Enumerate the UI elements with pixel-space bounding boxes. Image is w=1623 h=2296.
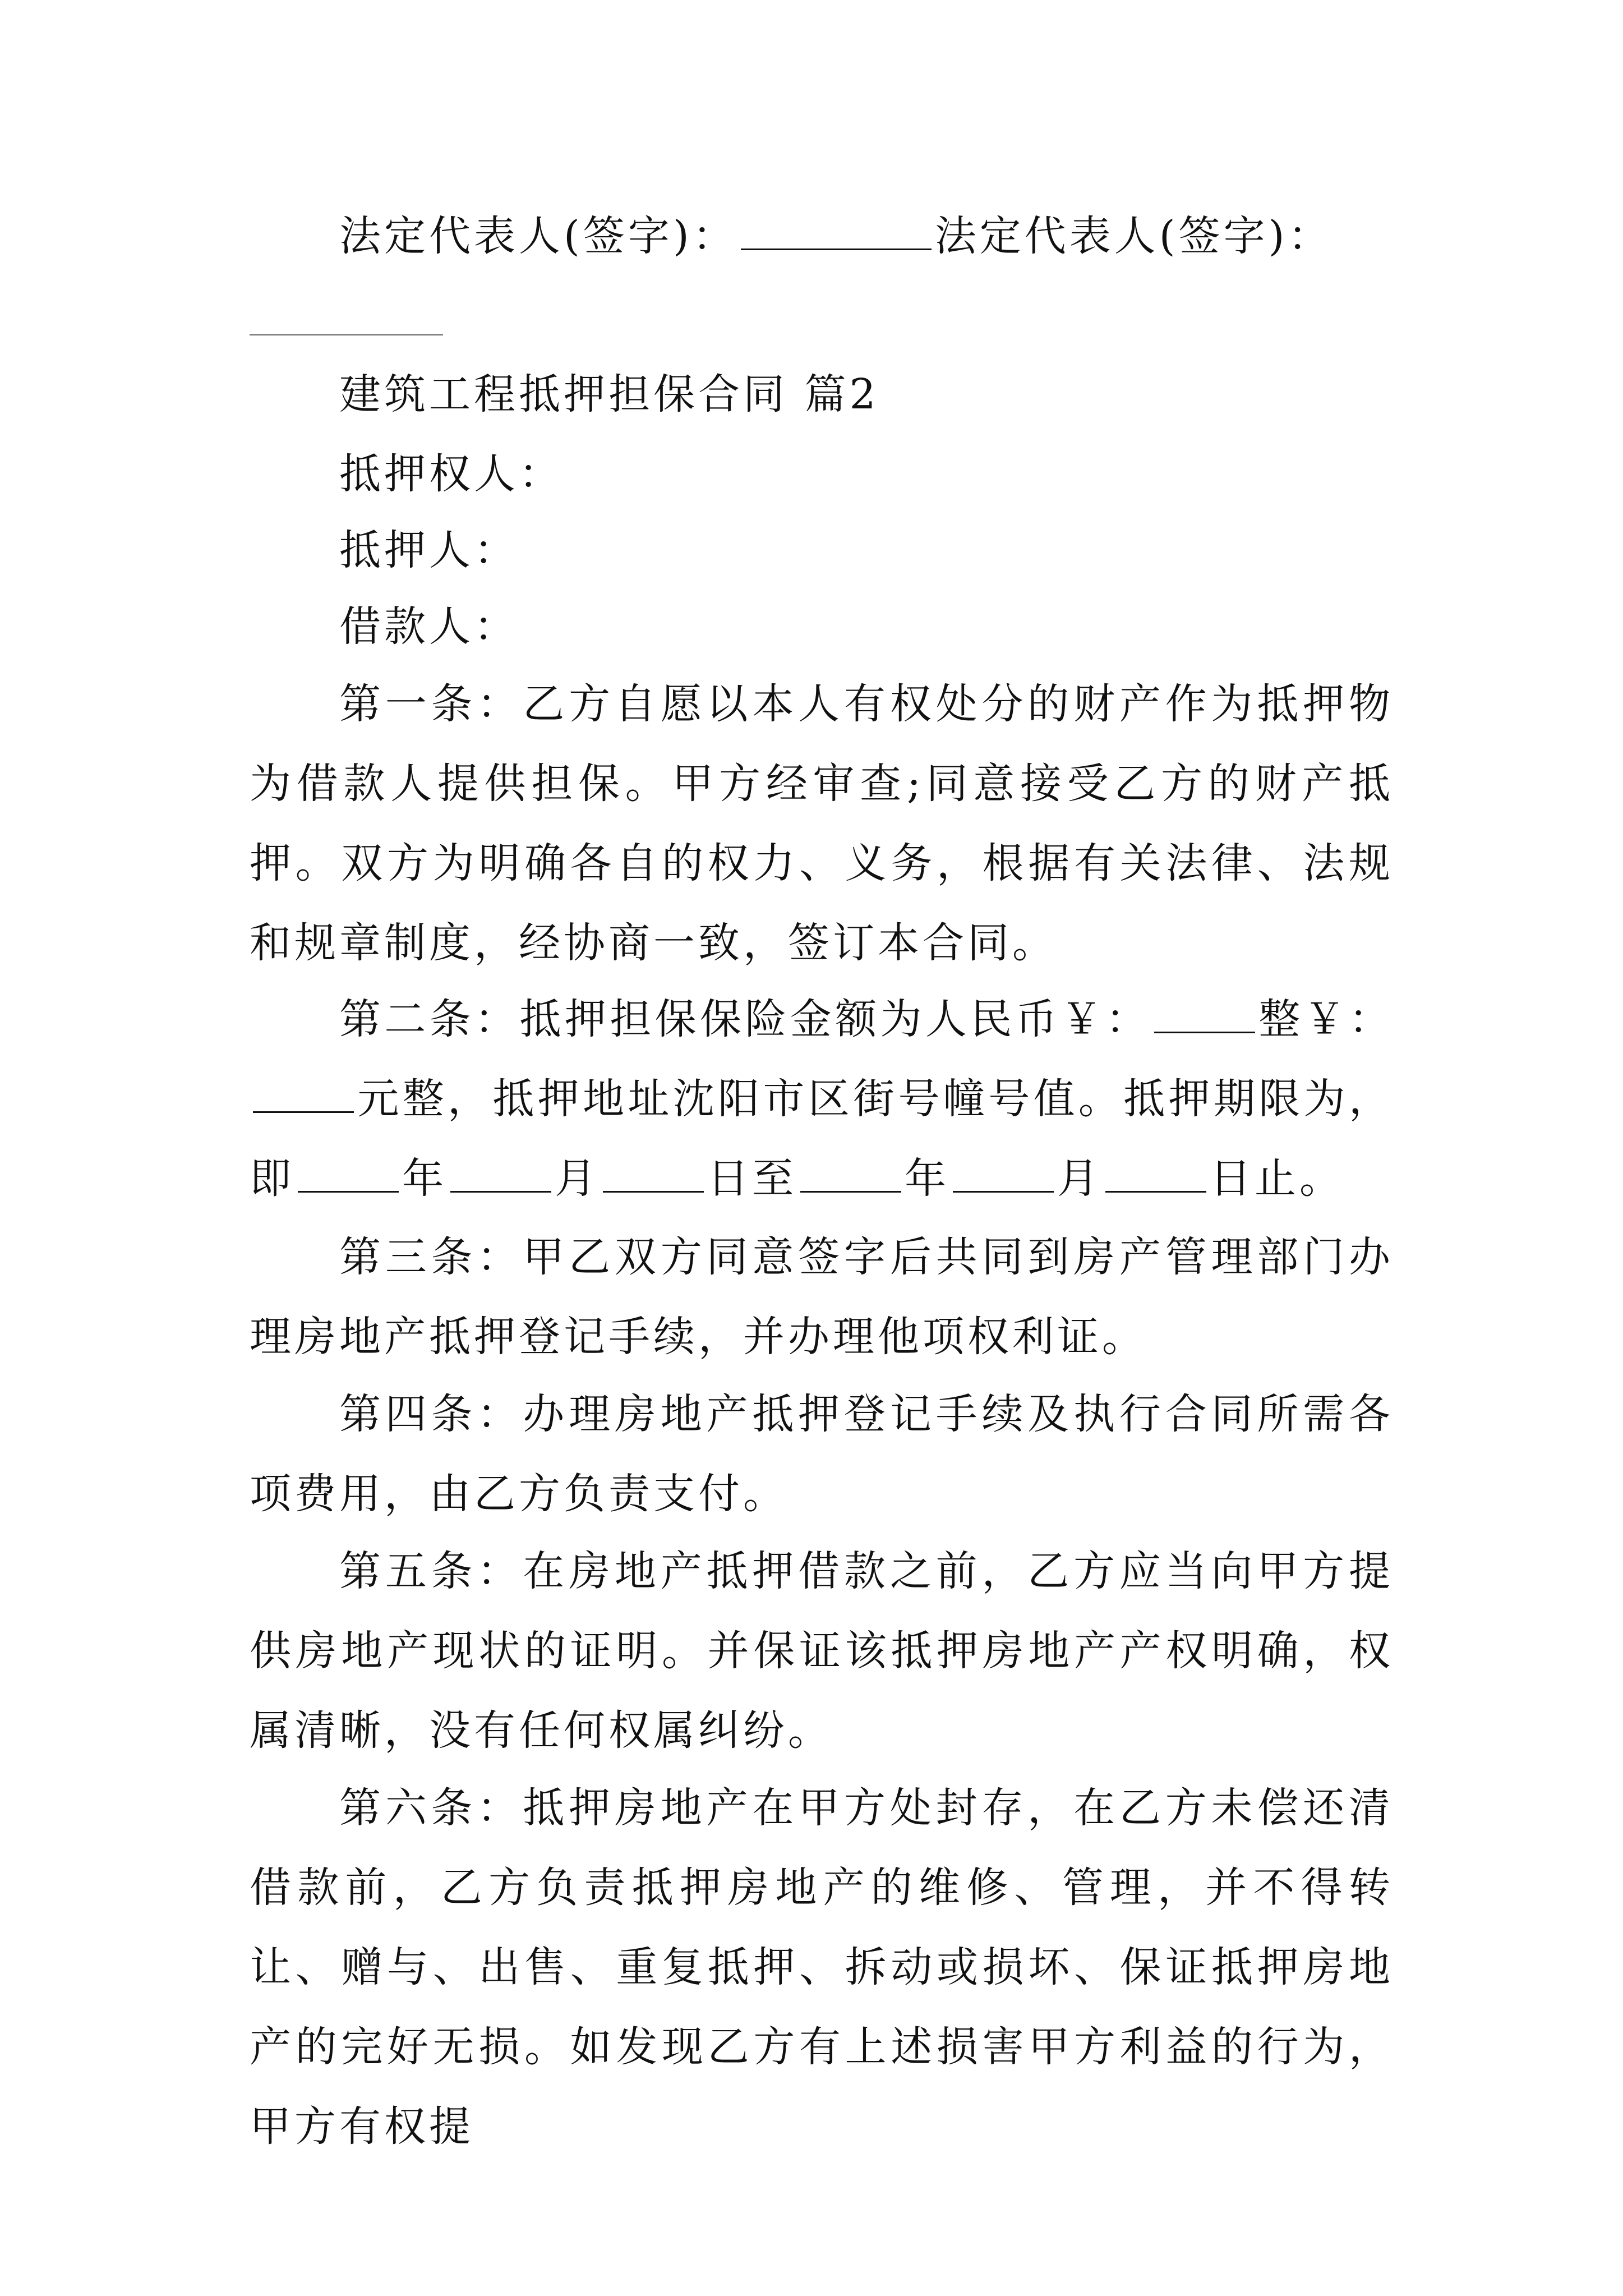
end-day-blank xyxy=(1105,1152,1206,1193)
article-3 xyxy=(250,1217,1394,1377)
article-5 xyxy=(250,1531,1394,1770)
left-signature-label: 法定代表人(签字)： xyxy=(339,212,737,260)
amount-blank-1 xyxy=(1154,992,1255,1033)
start-year-blank xyxy=(298,1152,399,1193)
article-5-text: 第五条：在房地产抵押借款之前，乙方应当向甲方提供房地产现状的证明。并保证该抵押房地产产权明确，权属清晰，没有任何权属纠纷。 xyxy=(250,1547,1394,1755)
signature-row xyxy=(339,196,1461,276)
mortgagee-label: 抵押权人： xyxy=(339,450,564,498)
article-4-text: 第四条：办理房地产抵押登记手续及执行合同所需各项费用，由乙方负责支付。 xyxy=(250,1390,1394,1518)
article-6-text: 第六条：抵押房地产在甲方处封存，在乙方未偿还清借款前，乙方负责抵押房地产的维修、管理，并不得转让、赠与、出售、重复抵押、拆动或损坏、保证抵押房地产的完好无损。如发现乙方有上述损害甲方利益的行为，甲方有权提 xyxy=(250,1784,1394,2151)
article-2 xyxy=(250,979,1394,1218)
end-year-label: 年 xyxy=(905,1154,949,1203)
mortgagor-label: 抵押人： xyxy=(339,526,519,574)
start-year-label: 年 xyxy=(402,1154,447,1203)
article-6 xyxy=(250,1768,1394,2166)
start-month-blank xyxy=(450,1152,551,1193)
start-day-label: 日至 xyxy=(707,1154,797,1203)
article-2-text xyxy=(250,979,1394,1218)
borrower-label: 借款人： xyxy=(339,602,519,651)
right-signature-label: 法定代表人(签字)： xyxy=(934,212,1333,260)
article-1-text: 第一条：乙方自愿以本人有权处分的财产作为抵押物为借款人提供担保。甲方经审查;同意接受乙方的财产抵押。双方为明确各自的权力、义务，根据有关法律、法规和规章制度，经协商一致，签订本合同。 xyxy=(250,680,1394,967)
right-signature-blank xyxy=(250,334,443,335)
article-4 xyxy=(250,1374,1394,1534)
article-1 xyxy=(250,664,1394,983)
article-2-amount-label-2: 整￥： xyxy=(1258,995,1394,1043)
end-month-blank xyxy=(953,1152,1054,1193)
article-3-text: 第三条：甲乙双方同意签字后共同到房产管理部门办理房地产抵押登记手续，并办理他项权利证。 xyxy=(250,1233,1394,1361)
article-2-amount-label: 第二条：抵押担保保险金额为人民币￥： xyxy=(339,995,1151,1043)
start-day-blank xyxy=(603,1152,704,1193)
end-year-blank xyxy=(800,1152,901,1193)
article-2-address: 元整，抵押地址沈阳市区街号幢号值。抵押期限为，即 xyxy=(250,1075,1394,1203)
section-title: 建筑工程抵押担保合同 篇2 xyxy=(339,370,879,418)
start-month-label: 月 xyxy=(555,1154,600,1203)
left-signature-blank xyxy=(741,209,932,250)
end-day-label: 日止。 xyxy=(1210,1154,1344,1203)
end-month-label: 月 xyxy=(1057,1154,1102,1203)
amount-blank-2 xyxy=(253,1072,354,1113)
